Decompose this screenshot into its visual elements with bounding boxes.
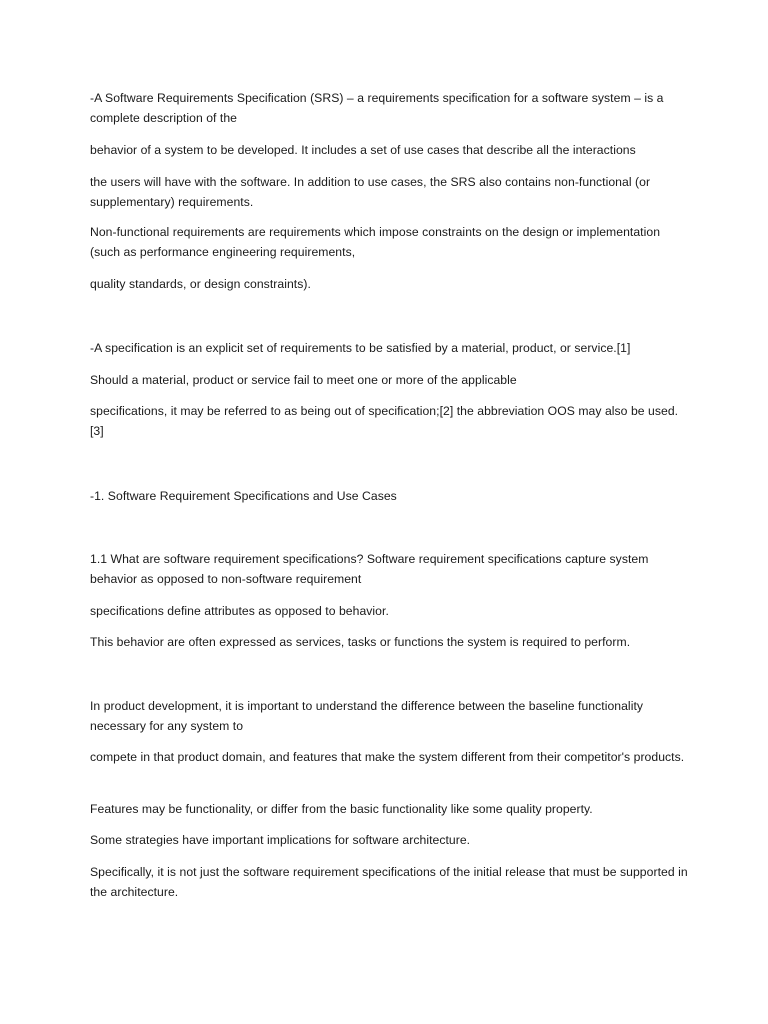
paragraph-use-cases: the users will have with the software. In addition to use cases, the SRS also contains non-functional (or supplementary) requirements. [90, 175, 651, 209]
paragraph-services-tasks: This behavior are often expressed as services, tasks or functions the system is required to perform. [90, 635, 631, 649]
paragraph-strategies: Some strategies have important implications for software architecture. [90, 833, 471, 847]
paragraph-compete: compete in that product domain, and features that make the system different from their competitor's products. [90, 750, 685, 764]
paragraph-fail-to-meet: Should a material, product or service fail to meet one or more of the applicable [90, 373, 517, 387]
paragraph-srs-definition: -A Software Requirements Specification (SRS) – a requirements specification for a software system – is a complete description of the [90, 91, 664, 125]
paragraph-define-attributes: specifications define attributes as opposed to behavior. [90, 604, 389, 618]
paragraph-architecture: Specifically, it is not just the software requirement specifications of the initial release that must be supported in the architecture. [90, 865, 688, 899]
paragraph-what-are-srs: 1.1 What are software requirement specifications? Software requirement specifications capture system behavior as opposed to non-software requirement [90, 552, 649, 586]
paragraph-out-of-specification: specifications, it may be referred to as being out of specification;[2] the abbreviation OOS may also be used.[3] [90, 404, 679, 438]
paragraph-product-development: In product development, it is important to understand the difference between the baseline functionality necessary for any system to [90, 699, 644, 733]
paragraph-quality-standards: quality standards, or design constraints). [90, 277, 311, 291]
section-heading: -1. Software Requirement Specifications and Use Cases [90, 489, 397, 503]
paragraph-features: Features may be functionality, or differ from the basic functionality like some quality property. [90, 802, 593, 816]
paragraph-specification-definition: -A specification is an explicit set of requirements to be satisfied by a material, product, or service.[1] [90, 341, 631, 355]
paragraph-behavior: behavior of a system to be developed. It includes a set of use cases that describe all the interactions [90, 143, 636, 157]
paragraph-non-functional: Non-functional requirements are requirements which impose constraints on the design or implementation (such as performance engineering requirements, [90, 225, 661, 259]
